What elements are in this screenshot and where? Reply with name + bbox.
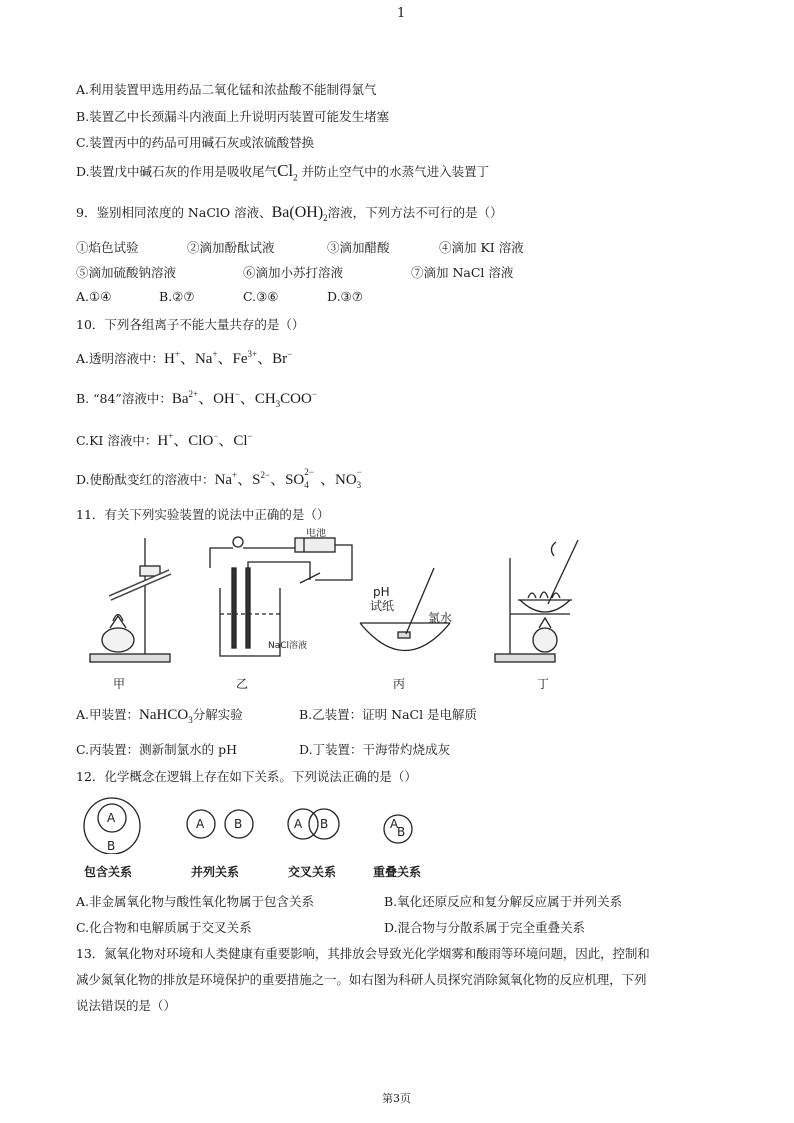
q12-option-c: C.化合物和电解质属于交叉关系 <box>76 920 252 935</box>
apparatus-ding <box>495 540 578 662</box>
relation-cross-label: 交叉关系 <box>288 865 337 879</box>
q9-option-b: B.②⑦ <box>159 289 195 304</box>
q9-method-3: ③滴加醋酸 <box>327 240 390 255</box>
formula-baoh2: $Ba(OH)_2$ <box>271 204 328 224</box>
q13-line-1: 13．氮氧化物对环境和人类健康有重要影响，其排放会导致光化学烟雾和酸雨等环境问题，因此，控制和 <box>76 946 650 961</box>
q11-stem: 11．有关下列实验装置的说法中正确的是（） <box>76 507 330 522</box>
q9-method-7: ⑦滴加 NaCl 溶液 <box>411 265 514 280</box>
relation-containment-label: 包含关系 <box>84 865 133 879</box>
q13-line-2: 减少氮氧化物的排放是环境保护的重要措施之一。如右图为科研人员探究消除氮氧化物的反应机理，下列 <box>76 972 647 987</box>
apparatus-yi <box>210 537 352 656</box>
q8-option-d: D.装置戊中碱石灰的作用是吸收尾气$Cl_2$ 并防止空气中的水蒸气进入装置丁 <box>76 161 490 183</box>
caption-jia: 甲 <box>112 677 125 691</box>
q9-method-1: ①焰色试验 <box>76 240 139 255</box>
q10-stem: 10．下列各组离子不能大量共存的是（） <box>76 317 305 332</box>
parallel-b-label: B <box>234 817 243 831</box>
q8-option-b: B.装置乙中长颈漏斗内液面上升说明丙装置可能发生堵塞 <box>76 109 390 124</box>
formula-nahco3: NaHCO$_3$ <box>139 707 193 725</box>
q10-option-c: C.KI 溶液中：H+、ClO−、Cl− <box>76 431 253 449</box>
q10-option-a: A.透明溶液中：H+、Na+、$Fe^{3+}$、Br− <box>76 349 293 367</box>
ions-a: H+、Na+、$Fe^{3+}$、Br− <box>164 349 293 367</box>
q9-option-d: D.③⑦ <box>327 289 363 304</box>
q13-line-3: 说法错误的是（） <box>76 998 177 1013</box>
page-number: 1 <box>397 6 406 21</box>
q12-option-a: A.非金属氧化物与酸性氧化物属于包含关系 <box>76 894 315 909</box>
ph-label: pH <box>373 585 390 599</box>
chlorine-water-label: 氯水 <box>428 611 453 625</box>
overlap-b-label: B <box>397 825 406 839</box>
q9-option-a: A.①④ <box>76 289 112 304</box>
page-footer: 第3页 <box>382 1092 411 1105</box>
battery-label: 电池 <box>306 528 326 539</box>
nacl-label: NaCl溶液 <box>268 641 308 651</box>
q8-option-a: A.利用装置甲选用药品二氧化锰和浓盐酸不能制得氯气 <box>76 82 377 97</box>
relation-parallel-label: 并列关系 <box>191 865 240 879</box>
caption-bing: 丙 <box>392 677 405 691</box>
q12-option-b: B.氧化还原反应和复分解反应属于并列关系 <box>384 894 623 909</box>
caption-ding: 丁 <box>536 677 549 691</box>
q9-method-6: ⑥滴加小苏打溶液 <box>243 265 344 280</box>
q12-venn-figure <box>75 792 435 854</box>
q12-stem: 12．化学概念在逻辑上存在如下关系。下列说法正确的是（） <box>76 769 417 784</box>
q10-option-d: D.使酚酞变红的溶液中：Na+、$S^{2-}$、SO $_{2- 4}$ 、NO $_{- 3}$ <box>76 467 362 490</box>
q9-option-c: C.③⑥ <box>243 289 279 304</box>
q10-option-b: B. “84”溶液中：$Ba^{2+}$、OH−、$CH_3COO^-$ <box>76 389 317 409</box>
test-paper-label: 试纸 <box>370 599 395 613</box>
overlap-a-label: A <box>390 817 399 831</box>
q9-stem: 9．鉴别相同浓度的 NaClO 溶液、$Ba(OH)_2$溶液，下列方法不可行的是（） <box>76 204 503 224</box>
q11-option-c: C.丙装置：测新制氯水的 pH <box>76 742 237 757</box>
caption-yi: 乙 <box>235 677 248 691</box>
relation-overlap-label: 重叠关系 <box>373 865 422 879</box>
apparatus-jia <box>90 538 170 662</box>
q9-method-4: ④滴加 KI 溶液 <box>439 240 524 255</box>
ions-d: Na+、$S^{2-}$、SO $_{2- 4}$ 、NO $_{- 3}$ <box>214 467 362 490</box>
q9-method-5: ⑤滴加硫酸钠溶液 <box>76 265 177 280</box>
cross-b-label: B <box>320 817 329 831</box>
q9-method-2: ②滴加酚酞试液 <box>187 240 275 255</box>
parallel-a-label: A <box>196 817 205 831</box>
containment-a-label: A <box>107 811 116 825</box>
q11-option-b: B.乙装置：证明 NaCl 是电解质 <box>299 707 478 722</box>
q8-option-c: C.装置丙中的药品可用碱石灰或浓硫酸替换 <box>76 135 315 150</box>
ions-b: $Ba^{2+}$、OH−、$CH_3COO^-$ <box>171 389 317 409</box>
cross-a-label: A <box>294 817 303 831</box>
q11-option-a: A.甲装置：NaHCO$_3$分解实验 <box>76 707 243 725</box>
ions-c: H+、ClO−、Cl− <box>157 431 253 449</box>
q11-option-d: D.丁装置：干海带灼烧成灰 <box>299 742 451 757</box>
q12-option-d: D.混合物与分散系属于完全重叠关系 <box>384 920 586 935</box>
formula-cl2: $Cl_2$ <box>277 161 298 183</box>
q11-apparatus-figure <box>70 528 630 688</box>
containment-b-label: B <box>107 839 116 853</box>
